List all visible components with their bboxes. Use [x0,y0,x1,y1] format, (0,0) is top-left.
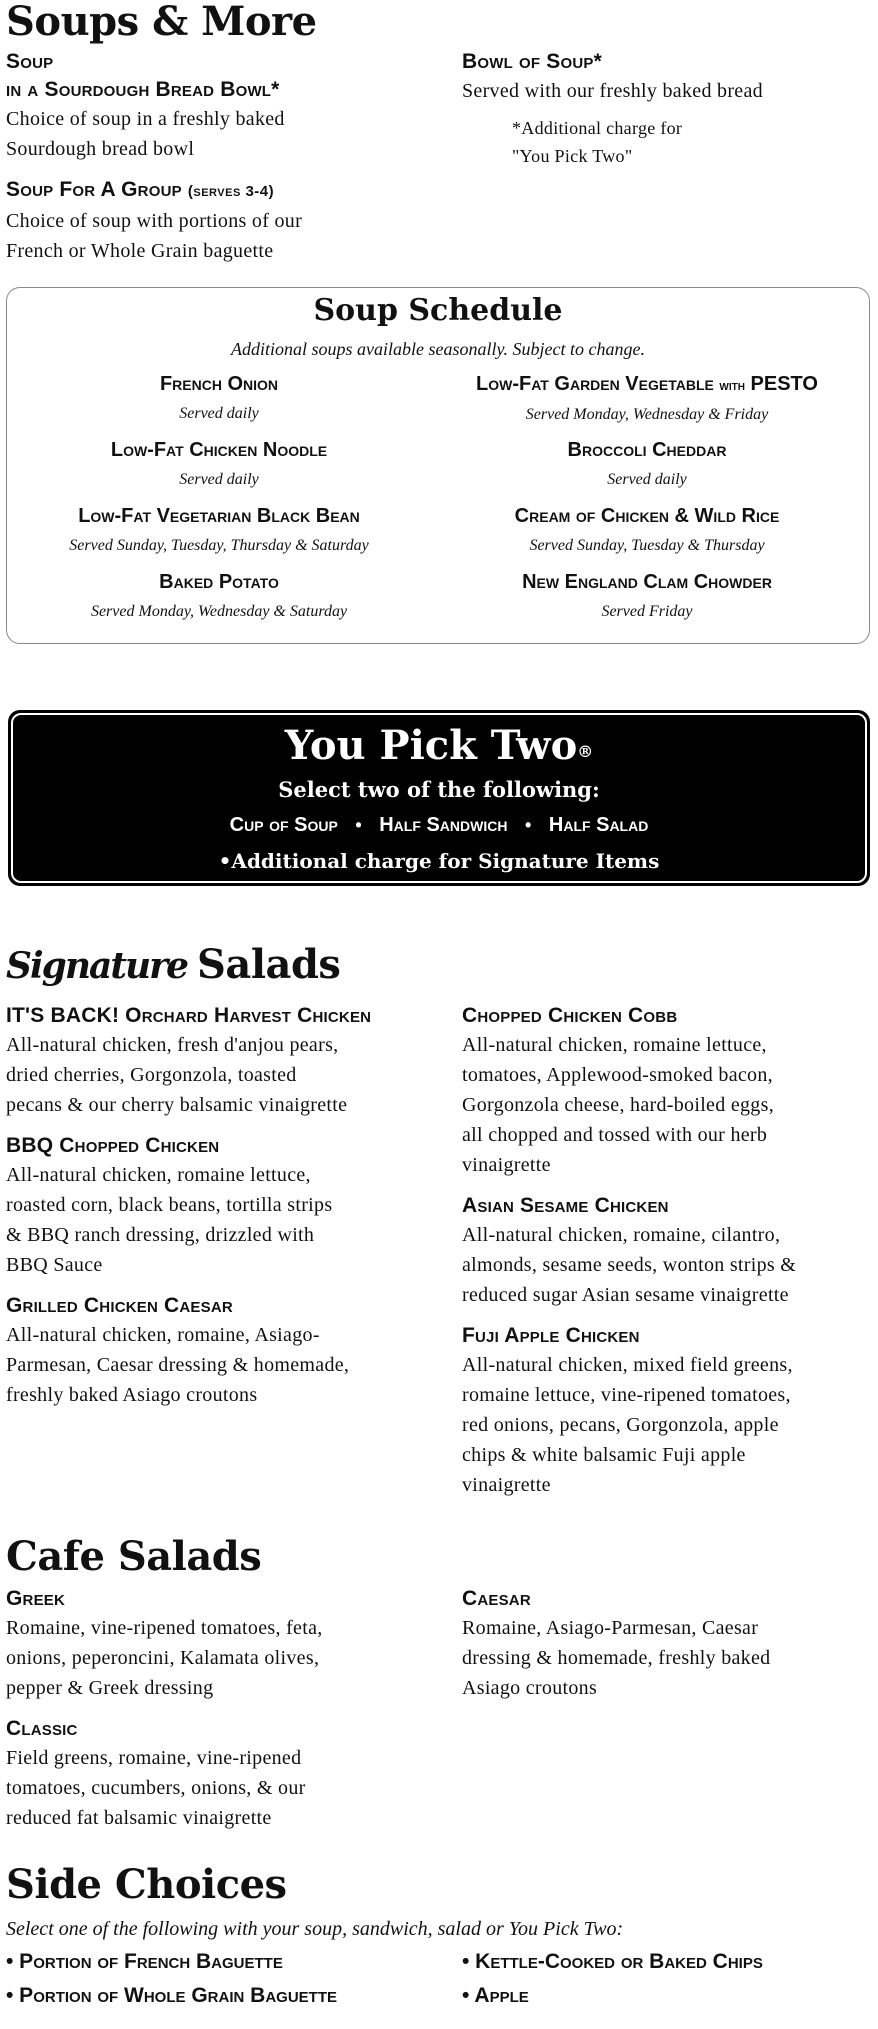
pick-two-title-text: You Pick Two [284,722,578,769]
soup-days: Served Monday, Wednesday & Saturday [90,603,348,620]
menu-item-asian-sesame [462,1192,872,1310]
menu-item-classic [6,1715,426,1833]
menu-item-fuji-apple [462,1322,872,1500]
option-cup-of-soup: Cup of Soup [229,814,338,836]
item-desc-line: pecans & our cherry balsamic vinaigrette [6,1094,348,1116]
option-half-salad: Half Salad [548,814,649,836]
item-desc-line: romaine lettuce, vine-ripened tomatoes, [462,1384,791,1406]
soup-days: Served daily [179,471,259,488]
item-desc-line: Choice of soup in a freshly baked [6,108,285,130]
item-desc-line: French or Whole Grain baguette [6,240,274,262]
side-choices-intro: Select one of the following with your soup, sandwich, salad or You Pick Two: [6,1918,624,1940]
cafe-right-column [462,1585,872,1715]
soup-name-row [437,368,857,401]
item-desc-line: Asiago croutons [462,1677,598,1699]
signature-salads-heading [6,943,340,988]
item-name: Asian Sesame Chicken [462,1194,669,1217]
item-name: Bowl of Soup* [462,50,602,73]
menu-item-soup-for-a-group [6,176,426,266]
item-name: Greek [6,1587,66,1610]
menu-item-bbq-chopped [6,1132,426,1280]
soup-name: New England Clam Chowder [522,571,772,593]
soup-name-connector: with [719,377,745,393]
soup-days: Served Monday, Wednesday & Friday [525,406,769,423]
salads-word: Salads [197,941,341,988]
menu-item-soup-bread-bowl [6,48,426,164]
cafe-salads-heading: Cafe Salads [6,1533,262,1580]
side-choices-heading: Side Choices [6,1861,287,1908]
item-desc-line: tomatoes, Applewood-smoked bacon, [462,1064,773,1086]
soup-days: Served Sunday, Tuesday & Thursday [529,537,765,554]
item-desc-line: almonds, sesame seeds, wonton strips & [462,1254,797,1276]
signature-right-column [462,1002,872,1512]
item-desc-line: Romaine, vine-ripened tomatoes, feta, [6,1617,323,1639]
side-item: • Apple [462,1984,529,2007]
soups-right-column [462,48,872,182]
menu-item-greek [6,1585,426,1703]
item-desc-line: red onions, pecans, Gorgonzola, apple [462,1414,779,1436]
soup-days: Served daily [179,405,259,422]
item-desc-line: Gorgonzola cheese, hard-boiled eggs, [462,1094,774,1116]
bullet-separator: • [355,815,362,835]
soup-days: Served Friday [601,603,693,620]
soup-name: Low-Fat Chicken Noodle [110,439,328,461]
item-desc-line: Choice of soup with portions of our [6,210,303,232]
item-desc-line: All-natural chicken, mixed field greens, [462,1354,793,1376]
menu-item-caesar [462,1585,872,1703]
item-name: Soup For A Group [6,178,182,201]
schedule-right-column [437,368,857,632]
item-name: BBQ Chopped Chicken [6,1134,220,1157]
item-desc-line: Parmesan, Caesar dressing & homemade, [6,1354,350,1376]
soup-name: Broccoli Cheddar [567,439,727,461]
menu-item-grilled-caesar [6,1292,426,1410]
side-item: • Portion of French Baguette [6,1950,283,1973]
schedule-item [9,566,429,632]
item-desc-line: reduced fat balsamic vinaigrette [6,1807,272,1829]
item-name: Caesar [462,1587,531,1610]
sides-left-column [6,1945,426,2013]
item-note-line: *Additional charge for [512,118,683,138]
item-desc-line: Romaine, Asiago-Parmesan, Caesar [462,1617,759,1639]
item-desc-line: dressing & homemade, freshly baked [462,1647,771,1669]
menu-item-chopped-cobb [462,1002,872,1180]
soup-name: French Onion [159,373,279,395]
sides-right-column [462,1945,872,2013]
serves-note: (serves 3-4) [187,183,275,200]
soup-name: Baked Potato [159,571,279,593]
side-item: • Kettle-Cooked or Baked Chips [462,1950,763,1973]
item-desc-line: reduced sugar Asian sesame vinaigrette [462,1284,789,1306]
schedule-item [437,434,857,500]
soups-left-column [6,48,426,278]
cafe-left-column [6,1585,426,1845]
item-desc-line: BBQ Sauce [6,1254,103,1276]
soups-heading: Soups & More [6,0,317,45]
menu-item-bowl-of-soup [462,48,872,170]
schedule-item [9,368,429,434]
soup-name-end: PESTO [750,373,818,395]
item-desc-line: freshly baked Asiago croutons [6,1384,258,1406]
item-desc-line: vinaigrette [462,1154,551,1176]
schedule-item [437,500,857,566]
item-desc-line: roasted corn, black beans, tortilla strips [6,1194,333,1216]
option-half-sandwich: Half Sandwich [379,814,508,836]
side-item: • Portion of Whole Grain Baguette [6,1984,338,2007]
schedule-subtitle: Additional soups available seasonally. Subject to change. [231,339,645,359]
pick-two-title [8,720,870,772]
schedule-item [9,500,429,566]
item-desc-line: all chopped and tossed with our herb [462,1124,768,1146]
item-name: Soup [6,50,54,73]
soup-days: Served Sunday, Tuesday, Thursday & Saturday [69,537,369,554]
soup-name: Cream of Chicken & Wild Rice [514,505,780,527]
item-desc-line: pepper & Greek dressing [6,1677,214,1699]
item-name: IT'S BACK! Orchard Harvest Chicken [6,1004,372,1027]
item-desc-line: All-natural chicken, romaine lettuce, [462,1034,767,1056]
signature-script: Signature [6,945,188,987]
item-desc-line: onions, peperoncini, Kalamata olives, [6,1647,320,1669]
item-desc-line: & BBQ ranch dressing, drizzled with [6,1224,315,1246]
item-desc-line: Sourdough bread bowl [6,138,195,160]
registered-mark: ® [577,742,594,761]
pick-two-subtitle: Select two of the following: [278,777,600,802]
item-desc-line: dried cherries, Gorgonzola, toasted [6,1064,297,1086]
soup-days: Served daily [607,471,687,488]
item-desc-line: All-natural chicken, romaine, cilantro, [462,1224,781,1246]
soup-name: Low-Fat Garden Vegetable [476,373,714,395]
you-pick-two-banner [8,710,870,886]
item-name: Grilled Chicken Caesar [6,1294,233,1317]
bullet-separator: • [525,815,532,835]
menu-item-orchard-harvest [6,1002,426,1120]
item-desc-line: Served with our freshly baked bread [462,80,763,102]
item-note-line: "You Pick Two" [512,146,633,166]
item-name-line2: in a Sourdough Bread Bowl* [6,78,280,101]
item-desc-line: All-natural chicken, romaine lettuce, [6,1164,311,1186]
item-desc-line: Field greens, romaine, vine-ripened [6,1747,302,1769]
item-name: Classic [6,1717,78,1740]
item-desc-line: All-natural chicken, romaine, Asiago- [6,1324,320,1346]
signature-left-column [6,1002,426,1422]
schedule-title: Soup Schedule [313,293,563,328]
schedule-item [437,368,857,434]
item-desc-line: tomatoes, cucumbers, onions, & our [6,1777,306,1799]
soup-schedule-box [6,287,870,644]
item-desc-line: vinaigrette [462,1474,551,1496]
schedule-item [9,434,429,500]
soup-name: Low-Fat Vegetarian Black Bean [78,505,360,527]
item-name-row [6,176,426,206]
item-desc-line: All-natural chicken, fresh d'anjou pears, [6,1034,339,1056]
schedule-left-column [9,368,429,632]
schedule-item [437,566,857,632]
pick-two-options [8,808,870,842]
pick-two-note: •Additional charge for Signature Items [218,849,660,873]
item-name: Fuji Apple Chicken [462,1324,640,1347]
item-name: Chopped Chicken Cobb [462,1004,678,1027]
item-desc-line: chips & white balsamic Fuji apple [462,1444,746,1466]
